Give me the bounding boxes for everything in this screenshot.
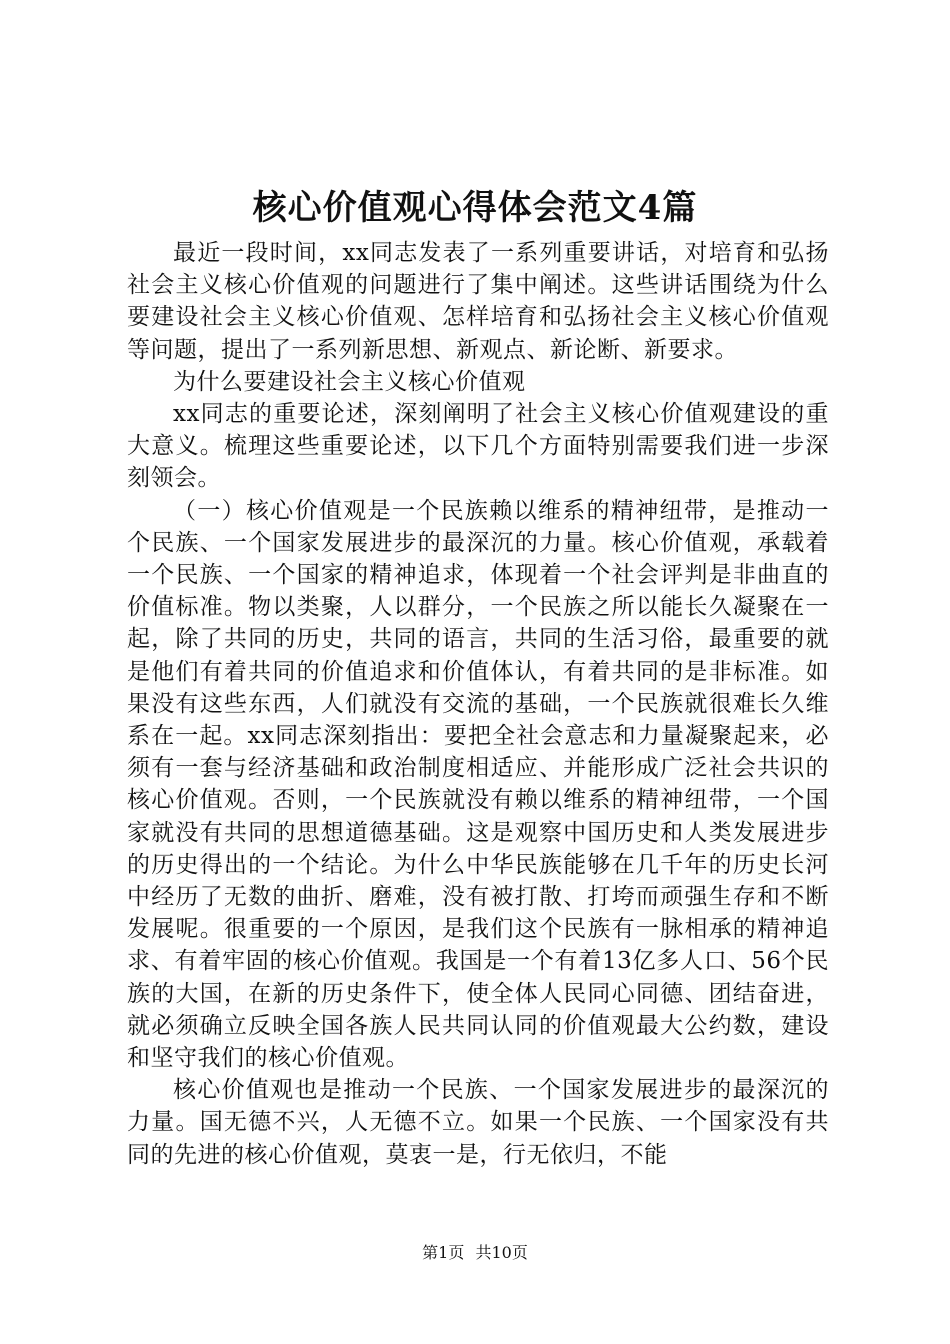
paragraph-intro: 最近一段时间，xx同志发表了一系列重要讲话，对培育和弘扬社会主义核心价值观的问题进行了集中阐述。这些讲话围绕为什么要建设社会主义核心价值观、怎样培育和弘扬社会主义核心价值观等问题，提出了一系列新思想、新观点、新论断、新要求。 <box>127 240 829 363</box>
paragraph-driving-force: 核心价值观也是推动一个民族、一个国家发展进步的最深沉的力量。国无德不兴，人无德不立。如果一个民族、一个国家没有共同的先进的核心价值观，莫衷一是，行无依归，不能 <box>127 1077 829 1168</box>
page-total: 共10页 <box>475 1243 528 1262</box>
section-heading: 为什么要建设社会主义核心价值观 <box>173 368 526 395</box>
paragraph-overview: xx同志的重要论述，深刻阐明了社会主义核心价值观建设的重大意义。梳理这些重要论述，以下几个方面特别需要我们进一步深刻领会。 <box>127 401 829 492</box>
page-footer <box>0 1242 950 1264</box>
document-title: 核心价值观心得体会范文4篇 <box>252 188 698 228</box>
paragraph-point-one: （一）核心价值观是一个民族赖以维系的精神纽带，是推动一个民族、一个国家发展进步的最深沉的力量。核心价值观，承载着一个民族、一个国家的精神追求，体现着一个社会评判是非曲直的价值标准。物以类聚，人以群分，一个民族之所以能长久凝聚在一起，除了共同的历史，共同的语言，共同的生活习俗，最重要的就是他们有着共同的价值追求和价值体认，有着共同的是非标准。如果没有这些东西，人们就没有交流的基础，一个民族就很难长久维系在一起。xx同志深刻指出：要把全社会意志和力量凝聚起来，必须有一套与经济基础和政治制度相适应、并能形成广泛社会共识的核心价值观。否则，一个民族就没有赖以维系的精神纽带，一个国家就没有共同的思想道德基础。这是观察中国历史和人类发展进步的历史得出的一个结论。为什么中华民族能够在几千年的历史长河中经历了无数的曲折、磨难，没有被打散、打垮而顽强生存和不断发展呢。很重要的一个原因，是我们这个民族有一脉相承的精神追求、有着牢固的核心价值观。我国是一个有着13亿多人口、56个民族的大国，在新的历史条件下，使全体人民同心同德、团结奋进，就必须确立反映全国各族人民共同认同的价值观最大公约数，建设和坚守我们的核心价值观。 <box>127 497 829 1072</box>
page-number: 第1页 <box>422 1243 465 1262</box>
document-body <box>127 237 829 1171</box>
